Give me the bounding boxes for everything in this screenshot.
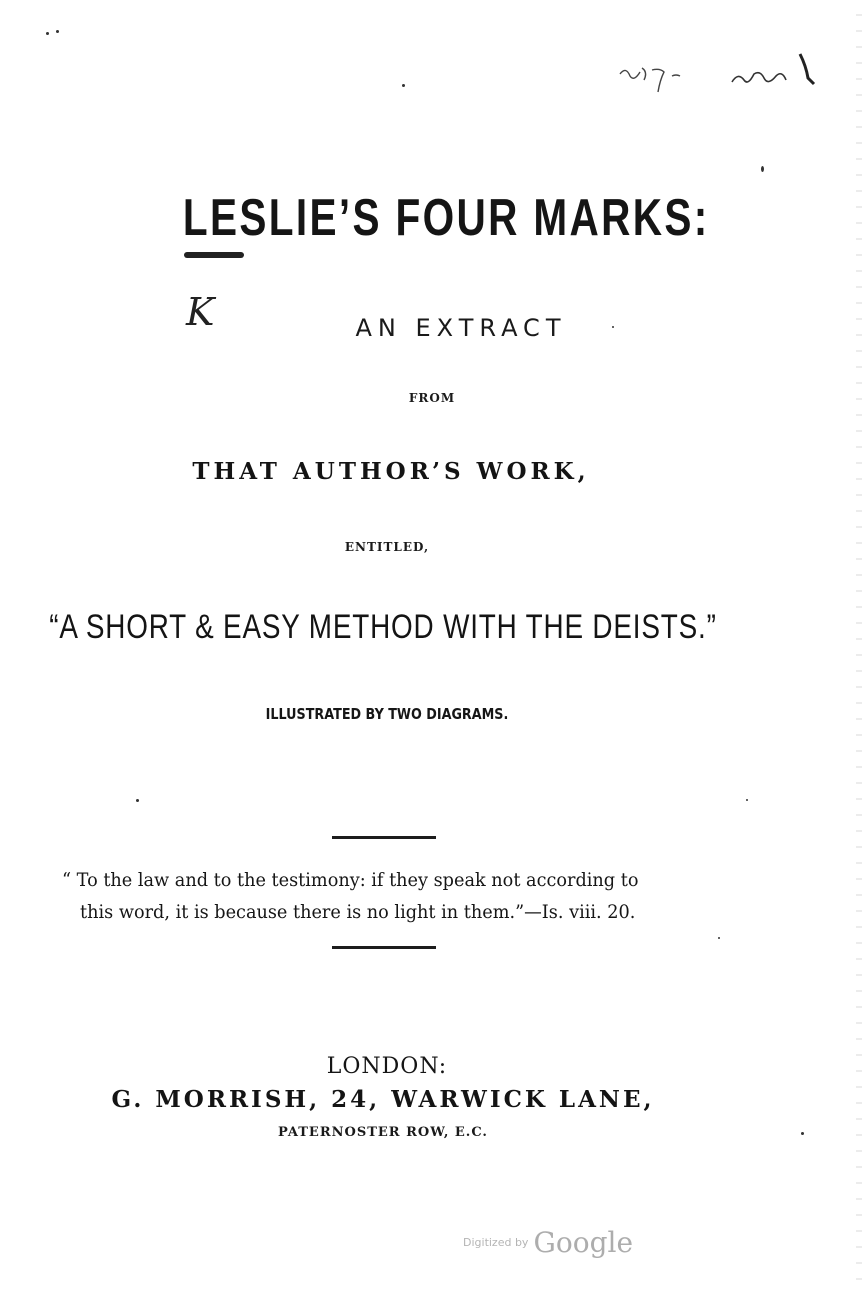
handwritten-shelfmark — [612, 46, 832, 116]
handwritten-mark: K — [186, 290, 215, 334]
ink-speck — [46, 32, 49, 35]
watermark-prefix: Digitized by — [463, 1236, 529, 1249]
ink-speck — [746, 799, 748, 801]
epigraph-line-2: this word, it is because there is no light in them.”—Is. viii. 20. — [80, 901, 636, 923]
page-edge — [856, 0, 862, 1289]
imprint-city: LONDON: — [326, 1054, 448, 1079]
ink-speck — [761, 166, 764, 172]
ink-speck — [136, 799, 139, 802]
digitized-watermark — [463, 1226, 633, 1259]
book-title: LESLIE’S FOUR MARKS: — [182, 189, 710, 247]
from-label: FROM — [408, 391, 456, 405]
entitled-label: ENTITLED, — [344, 540, 430, 554]
ink-speck — [56, 30, 59, 33]
bottom-rule — [332, 946, 436, 949]
ink-speck — [402, 84, 405, 87]
imprint-publisher: G. MORRISH, 24, WARWICK LANE, — [111, 1086, 655, 1113]
google-logo: Google — [533, 1226, 634, 1259]
epigraph-line-1: “ To the law and to the testimony: if they speak not according to — [62, 869, 639, 891]
imprint-address: PATERNOSTER ROW, E.C. — [278, 1125, 488, 1140]
top-rule — [332, 836, 436, 839]
illustration-note: ILLUSTRATED BY TWO DIAGRAMS. — [265, 705, 509, 723]
subtitle: AN EXTRACT — [355, 314, 567, 342]
author-work-line: THAT AUTHOR’S WORK, — [192, 458, 590, 485]
ink-speck — [718, 937, 720, 939]
pen-underline — [184, 252, 244, 258]
work-title: “A SHORT & EASY METHOD WITH THE DEISTS.” — [49, 608, 717, 646]
